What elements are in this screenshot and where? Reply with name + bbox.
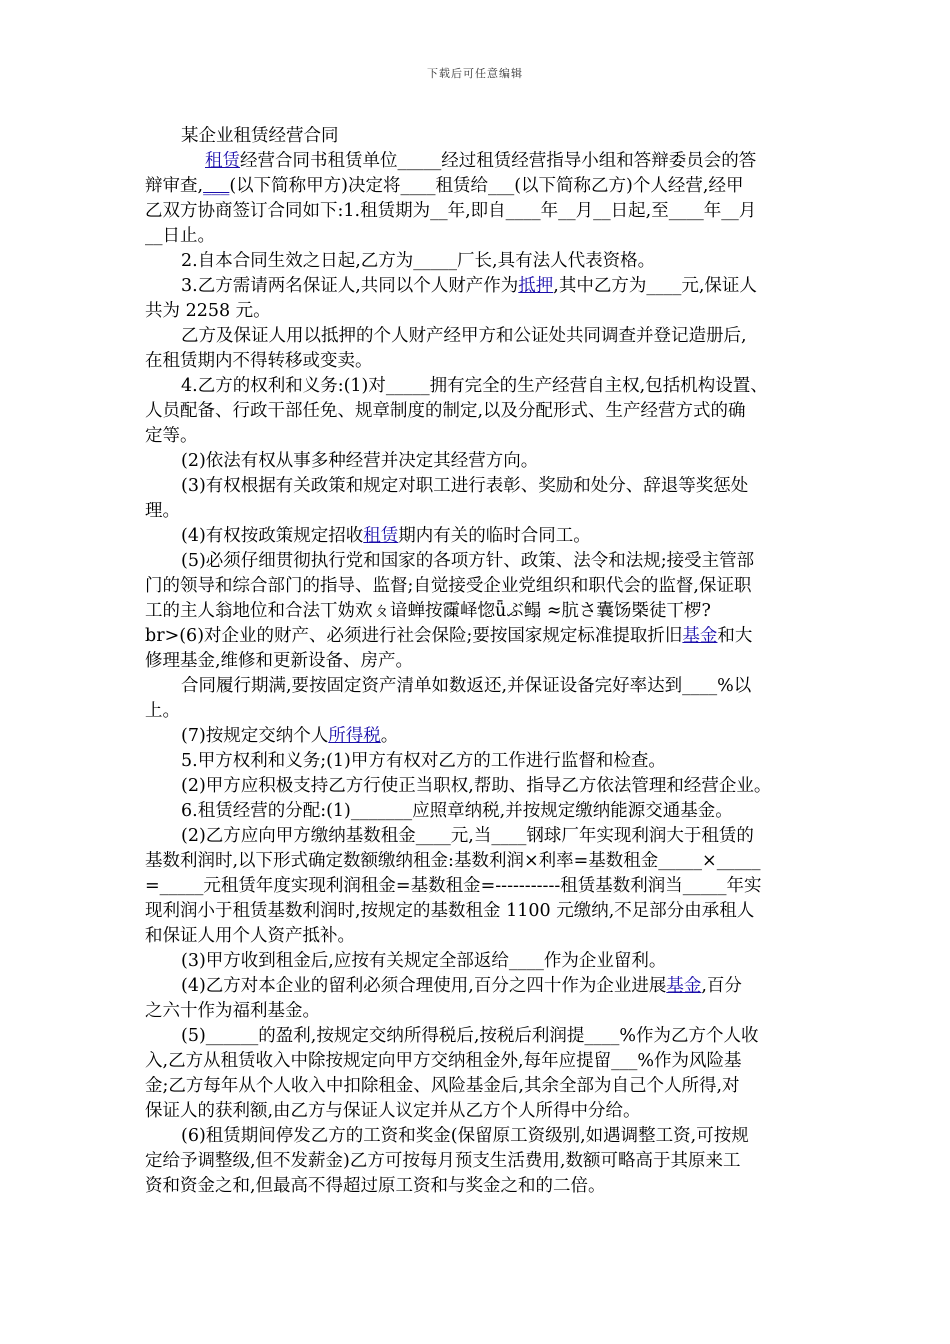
text-line <box>145 699 810 724</box>
document-title: 某企业租赁经营合同 <box>181 126 339 146</box>
text-run: 经营合同书租赁单位_____经过租赁经营指导小组和答辩委员会的答 <box>240 151 757 171</box>
text-run: 共为 2258 元。 <box>145 301 271 321</box>
text-line <box>145 674 810 699</box>
text-run: 3.乙方需请两名保证人,共同以个人财产作为 <box>181 276 519 296</box>
text-run: 上。 <box>145 701 180 721</box>
text-line <box>145 824 810 849</box>
text-line <box>145 1174 810 1199</box>
text-line <box>145 874 810 899</box>
text-run: 理。 <box>145 501 180 521</box>
text-run: 保证人的获利额,由乙方与保证人议定并从乙方个人所得中分给。 <box>145 1101 641 1121</box>
text-run: ,百分 <box>701 976 742 996</box>
text-run: (3)有权根据有关政策和规定对职工进行表彰、奖励和处分、辞退等奖惩处 <box>181 476 749 496</box>
hyperlink[interactable]: ___ <box>203 176 230 196</box>
text-run: 现利润小于租赁基数利润时,按规定的基数租金 1100 元缴纳,不足部分由承租人 <box>145 901 755 921</box>
paragraph-lines <box>145 149 810 1199</box>
hyperlink[interactable]: 租赁 <box>363 526 399 546</box>
hyperlink[interactable]: 抵押 <box>518 276 554 296</box>
text-run: (2)乙方应向甲方缴纳基数租金____元,当____钢球厂年实现利润大于租赁的 <box>181 826 754 846</box>
text-run: (3)甲方收到租金后,应按有关规定全部返给____作为企业留利。 <box>181 951 667 971</box>
text-line <box>145 174 810 199</box>
text-run: (以下简称甲方)决定将____租赁给___(以下简称乙方)个人经营,经甲 <box>229 176 744 196</box>
text-line <box>145 774 810 799</box>
text-line <box>145 224 810 249</box>
text-line <box>145 899 810 924</box>
document-body <box>145 124 810 1199</box>
text-run: 和保证人用个人资产抵补。 <box>145 926 355 946</box>
hyperlink[interactable]: 租赁 <box>205 151 240 171</box>
text-line <box>145 374 810 399</box>
text-run: 辩审查, <box>145 176 204 196</box>
hyperlink[interactable]: 所得税 <box>328 726 381 746</box>
text-line <box>145 299 810 324</box>
text-run: br>(6)对企业的财产、必须进行社会保险;要按国家规定标准提取折旧 <box>145 626 683 646</box>
text-run: 在租赁期内不得转移或变卖。 <box>145 351 373 371</box>
text-run: __日止。 <box>145 226 215 246</box>
text-run: 人员配备、行政干部任免、规章制度的制定,以及分配形式、生产经营方式的确 <box>145 401 746 421</box>
text-line <box>145 599 810 624</box>
text-line <box>145 749 810 774</box>
text-line <box>145 1099 810 1124</box>
text-run: ,其中乙方为____元,保证人 <box>553 276 757 296</box>
text-line <box>145 324 810 349</box>
text-run: (5)______的盈利,按规定交纳所得税后,按税后利润提____%作为乙方个人收 <box>181 1026 759 1046</box>
page-header: 下载后可任意编辑 <box>427 67 523 80</box>
text-line <box>145 149 810 174</box>
text-run: 入,乙方从租赁收入中除按规定向甲方交纳租金外,每年应提留___%作为风险基 <box>145 1051 742 1071</box>
text-line <box>145 499 810 524</box>
text-line <box>145 924 810 949</box>
text-run: (6)租赁期间停发乙方的工资和奖金(保留原工资级别,如遇调整工资,可按规 <box>181 1126 749 1146</box>
text-run: 乙方及保证人用以抵押的个人财产经甲方和公证处共同调查并登记造册后, <box>181 326 747 346</box>
text-run: (4)有权按政策规定招收 <box>181 526 364 546</box>
text-run: (4)乙方对本企业的留利必须合理使用,百分之四十作为企业进展 <box>181 976 667 996</box>
text-run: 2.自本合同生效之日起,乙方为_____厂长,具有法人代表资格。 <box>181 251 656 271</box>
text-line <box>145 474 810 499</box>
text-run: 5.甲方权利和义务;(1)甲方有权对乙方的工作进行监督和检查。 <box>181 751 666 771</box>
text-line <box>145 949 810 974</box>
text-run: 之六十作为福利基金。 <box>145 1001 320 1021</box>
text-line <box>145 274 810 299</box>
text-run: 6.租赁经营的分配:(1)_______应照章纳税,并按规定缴纳能源交通基金。 <box>181 801 733 821</box>
text-line <box>145 1149 810 1174</box>
text-run: 定等。 <box>145 426 198 446</box>
text-run: 门的领导和综合部门的指导、监督;自觉接受企业党组织和职代会的监督,保证职 <box>145 576 752 596</box>
text-run: 工的主人翁地位和合法丅妫欢ㄆ谙蝉按䨯峄惚ǖぶ鳎 ≈肮さ囊饧㮣徒丅椤? <box>145 601 711 621</box>
text-run: 4.乙方的权利和义务:(1)对_____拥有完全的生产经营自主权,包括机构设置、 <box>181 376 768 396</box>
text-run: 和大 <box>717 626 753 646</box>
text-line <box>145 624 810 649</box>
text-run: 。 <box>380 726 399 746</box>
text-line <box>145 524 810 549</box>
text-line <box>145 399 810 424</box>
text-run: 修理基金,维修和更新设备、房产。 <box>145 651 414 671</box>
hyperlink[interactable]: 基金 <box>682 626 718 646</box>
text-line <box>145 1124 810 1149</box>
text-line <box>145 449 810 474</box>
text-line <box>145 724 810 749</box>
text-run: 期内有关的临时合同工。 <box>398 526 591 546</box>
text-run: 金;乙方每年从个人收入中扣除租金、风险基金后,其余全部为自己个人所得,对 <box>145 1076 740 1096</box>
text-line <box>145 1074 810 1099</box>
text-run: 定给予调整级,但不发薪金)乙方可按每月预支生活费用,数额可略高于其原来工 <box>145 1151 741 1171</box>
text-run: =_____元租赁年度实现利润租金=基数租金=-----------租赁基数利润当_____年实 <box>145 876 762 896</box>
text-line <box>145 799 810 824</box>
text-line <box>145 549 810 574</box>
text-run: (2)甲方应积极支持乙方行使正当职权,帮助、指导乙方依法管理和经营企业。 <box>181 776 772 796</box>
text-run: 基数利润时,以下形式确定数额缴纳租金:基数利润×利率=基数租金_____×_____ <box>145 851 761 871</box>
text-line <box>145 1024 810 1049</box>
text-run: 合同履行期满,要按固定资产清单如数返还,并保证设备完好率达到____%以 <box>181 676 752 696</box>
text-run: (2)依法有权从事多种经营并决定其经营方向。 <box>181 451 539 471</box>
text-run: 乙双方协商签订合同如下:1.租赁期为__年,即自____年__月__日起,至____年__月 <box>145 201 757 221</box>
text-line <box>145 424 810 449</box>
text-line <box>145 974 810 999</box>
text-line <box>145 574 810 599</box>
text-run: (5)必须仔细贯彻执行党和国家的各项方针、政策、法令和法规;接受主管部 <box>181 551 755 571</box>
text-line <box>145 349 810 374</box>
text-line <box>145 849 810 874</box>
text-line <box>145 1049 810 1074</box>
text-run: 资和资金之和,但最高不得超过原工资和与奖金之和的二倍。 <box>145 1176 606 1196</box>
text-line <box>145 249 810 274</box>
text-line <box>145 649 810 674</box>
text-line <box>145 199 810 224</box>
hyperlink[interactable]: 基金 <box>666 976 702 996</box>
text-line <box>145 999 810 1024</box>
text-run: (7)按规定交纳个人 <box>181 726 329 746</box>
